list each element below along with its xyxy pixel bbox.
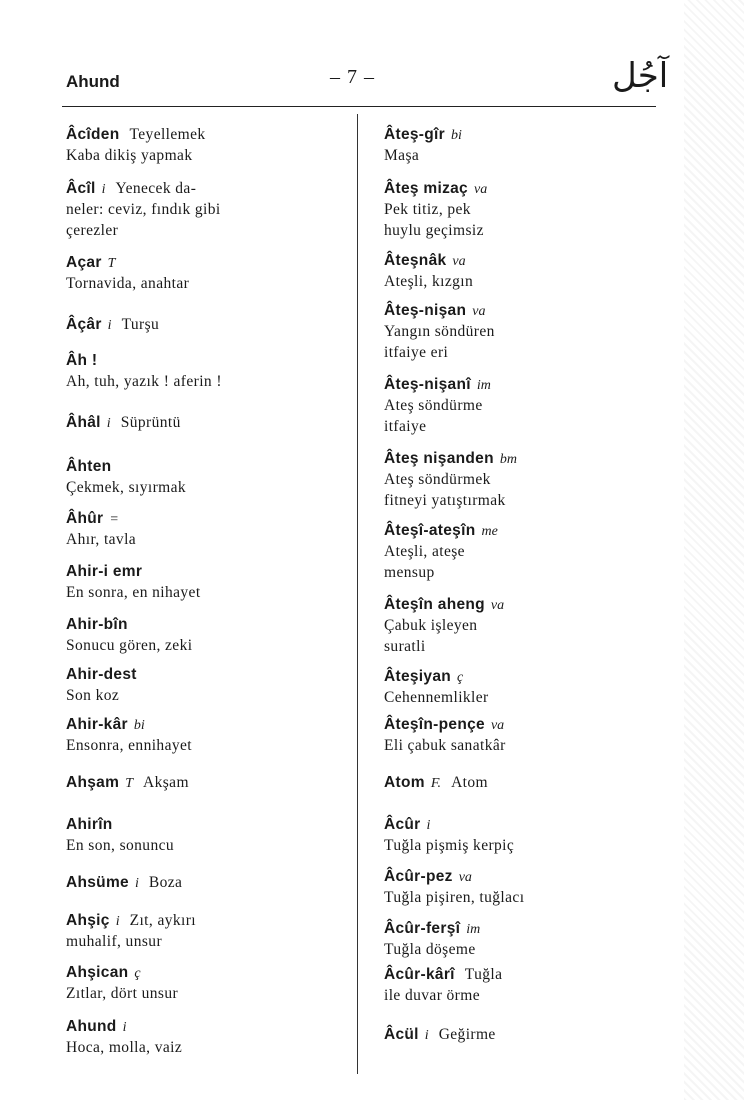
- entry-definition: Pek titiz, pek: [384, 201, 471, 218]
- entry-definition: Maşa: [384, 147, 420, 164]
- entry-headword: Âteş-nişanî: [384, 376, 471, 393]
- entry-definition: Zıt, aykırı: [129, 912, 196, 929]
- dictionary-entry: [384, 918, 480, 960]
- entry-definition: Süprüntü: [120, 414, 181, 431]
- entry-headword: Âcîl: [66, 180, 96, 197]
- entry-grammar-tag: T: [125, 776, 133, 791]
- entry-definition: muhalif, unsur: [66, 933, 163, 950]
- entry-definition: Ahır, tavla: [66, 531, 137, 548]
- entry-grammar-tag: T: [107, 256, 116, 271]
- entry-headword: Ahşican: [66, 964, 129, 981]
- entry-headword: Ahir-dest: [66, 666, 137, 683]
- entry-grammar-tag: bi: [450, 128, 462, 143]
- entry-headword: Âçâr: [66, 316, 102, 333]
- entry-definition: itfaiye: [384, 418, 427, 435]
- dictionary-entry: [384, 300, 495, 363]
- header-rule: [62, 106, 656, 107]
- entry-definition: huylu geçimsiz: [384, 222, 484, 239]
- dictionary-entry: [384, 448, 517, 511]
- entry-definition: Tornavida, anahtar: [66, 275, 190, 292]
- entry-grammar-tag: i: [426, 818, 431, 833]
- entry-headword: Âcül: [384, 1026, 419, 1043]
- entry-grammar-tag: va: [490, 598, 505, 613]
- entry-definition: Kaba dikiş yapmak: [66, 147, 193, 164]
- entry-headword: Atom: [384, 774, 425, 791]
- dictionary-entry: [384, 772, 488, 793]
- entry-grammar-tag: bm: [499, 452, 517, 467]
- entry-definition: Tuğla pişiren, tuğlacı: [384, 889, 525, 906]
- guide-word: Ahund: [66, 72, 120, 91]
- entry-grammar-tag: va: [472, 304, 486, 319]
- dictionary-entry: [66, 962, 178, 1004]
- dictionary-entry: [66, 664, 137, 706]
- dictionary-entry: [66, 714, 192, 756]
- entry-grammar-tag: i: [122, 1020, 127, 1035]
- dictionary-entry: [384, 814, 514, 856]
- column-divider: [357, 114, 358, 1074]
- entry-headword: Âcûr-kârî: [384, 966, 455, 983]
- entry-definition: neler: ceviz, fındık gibi: [66, 201, 221, 218]
- entry-headword: Âteş mizaç: [384, 180, 468, 197]
- entry-headword: Ahşiç: [66, 912, 110, 929]
- entry-headword: Ahir-kâr: [66, 716, 128, 733]
- dictionary-entry: [66, 872, 182, 893]
- entry-definition: fitneyi yatıştırmak: [384, 492, 506, 509]
- entry-headword: Âteşî-ateşîn: [384, 522, 476, 539]
- entry-definition: Turşu: [121, 316, 160, 333]
- entry-definition: Eli çabuk sanatkâr: [384, 737, 506, 754]
- entry-headword: Âcûr-pez: [384, 868, 453, 885]
- entry-grammar-tag: i: [115, 914, 120, 929]
- dictionary-entry: [384, 714, 506, 756]
- dictionary-entry: [66, 124, 206, 166]
- dictionary-entry: [66, 252, 189, 294]
- entry-grammar-tag: ç: [134, 966, 141, 981]
- entry-definition: Hoca, molla, vaiz: [66, 1039, 183, 1056]
- entry-headword: Âteşîn aheng: [384, 596, 485, 613]
- entry-definition: Ateşli, kızgın: [384, 273, 474, 290]
- entry-grammar-tag: F.: [430, 776, 442, 791]
- dictionary-entry: [66, 1016, 182, 1058]
- page-number: – 7 –: [330, 66, 375, 88]
- entry-headword: Âhten: [66, 458, 112, 475]
- entry-definition: itfaiye eri: [384, 344, 449, 361]
- entry-definition: mensup: [384, 564, 435, 581]
- entry-headword: Âteş nişanden: [384, 450, 494, 467]
- entry-definition: Tuğla pişmiş kerpiç: [384, 837, 515, 854]
- entry-headword: Ahsüme: [66, 874, 129, 891]
- entry-grammar-tag: va: [473, 182, 488, 197]
- dictionary-entry: [384, 1024, 496, 1045]
- dictionary-entry: [66, 314, 159, 335]
- entry-definition: suratli: [384, 638, 426, 655]
- dictionary-entry: [66, 814, 174, 856]
- header-arabic-word: آجُل: [612, 56, 669, 96]
- entry-headword: Âcîden: [66, 126, 120, 143]
- entry-grammar-tag: =: [109, 512, 119, 527]
- entry-definition: Ateşli, ateşe: [384, 543, 465, 560]
- entry-grammar-tag: i: [101, 182, 106, 197]
- dictionary-entry: [384, 964, 502, 1006]
- dictionary-entry: [384, 520, 498, 583]
- entry-definition: Boza: [148, 874, 183, 891]
- entry-definition: Ateş söndürmek: [384, 471, 491, 488]
- entry-grammar-tag: im: [466, 922, 481, 937]
- entry-headword: Ahir-i emr: [66, 563, 143, 580]
- entry-grammar-tag: i: [106, 416, 111, 431]
- dictionary-entry: [66, 456, 186, 498]
- entry-grammar-tag: ç: [457, 670, 464, 685]
- entry-headword: Âhâl: [66, 414, 101, 431]
- dictionary-entry: [66, 178, 221, 241]
- entry-grammar-tag: im: [476, 378, 491, 393]
- entry-definition: Son koz: [66, 687, 120, 704]
- entry-definition: Teyellemek: [129, 126, 206, 143]
- entry-definition: Sonucu gören, zeki: [66, 637, 193, 654]
- dictionary-entry: [384, 178, 487, 241]
- entry-grammar-tag: me: [481, 524, 498, 539]
- dictionary-entry: [384, 250, 473, 292]
- entry-grammar-tag: i: [134, 876, 139, 891]
- entry-definition: Tuğla: [464, 966, 503, 983]
- entry-headword: Ahşam: [66, 774, 120, 791]
- entry-definition: Geğirme: [438, 1026, 496, 1043]
- entry-headword: Âteş-nişan: [384, 302, 467, 319]
- entry-grammar-tag: va: [452, 254, 466, 269]
- entry-headword: Âcûr-ferşî: [384, 920, 461, 937]
- entry-headword: Âteşîn-pençe: [384, 716, 485, 733]
- entry-definition: Atom: [451, 774, 488, 791]
- dictionary-entry: [66, 412, 181, 433]
- entry-headword: Âteşiyan: [384, 668, 452, 685]
- entry-grammar-tag: i: [424, 1028, 429, 1043]
- entry-definition: En sonra, en nihayet: [66, 584, 201, 601]
- entry-headword: Ahir-bîn: [66, 616, 128, 633]
- entry-definition: Akşam: [142, 774, 189, 791]
- entry-grammar-tag: i: [107, 318, 112, 333]
- dictionary-entry: [66, 508, 136, 550]
- dictionary-entry: [384, 124, 462, 166]
- page-edge-texture: [684, 0, 744, 1100]
- entry-grammar-tag: va: [458, 870, 472, 885]
- entry-definition: Zıtlar, dört unsur: [66, 985, 179, 1002]
- entry-definition: Tuğla döşeme: [384, 941, 476, 958]
- entry-headword: Ahund: [66, 1018, 117, 1035]
- entry-headword: Âh !: [66, 352, 98, 369]
- entry-headword: Âcûr: [384, 816, 421, 833]
- dictionary-entry: [66, 772, 189, 793]
- dictionary-entry: [384, 374, 491, 437]
- entry-definition: Yenecek da-: [115, 180, 197, 197]
- entry-grammar-tag: va: [490, 718, 505, 733]
- dictionary-entry: [384, 666, 489, 708]
- entry-headword: Âteş-gîr: [384, 126, 445, 143]
- entry-headword: Ahirîn: [66, 816, 113, 833]
- entry-definition: Ensonra, ennihayet: [66, 737, 192, 754]
- dictionary-entry: [66, 910, 196, 952]
- entry-definition: Cehennemlikler: [384, 689, 489, 706]
- entry-definition: Ateş söndürme: [384, 397, 483, 414]
- entry-definition: çerezler: [66, 222, 119, 239]
- entry-grammar-tag: bi: [133, 718, 145, 733]
- entry-definition: Ah, tuh, yazık ! aferin !: [66, 373, 222, 390]
- entry-definition: Yangın söndüren: [384, 323, 495, 340]
- dictionary-entry: [384, 866, 524, 908]
- entry-headword: Âhûr: [66, 510, 104, 527]
- dictionary-entry: [66, 561, 201, 603]
- entry-definition: ile duvar örme: [384, 987, 480, 1004]
- dictionary-entry: [66, 614, 192, 656]
- dictionary-entry: [66, 350, 222, 392]
- entry-headword: Açar: [66, 254, 102, 271]
- entry-definition: En son, sonuncu: [66, 837, 175, 854]
- entry-headword: Âteşnâk: [384, 252, 447, 269]
- entry-definition: Çabuk işleyen: [384, 617, 478, 634]
- entry-definition: Çekmek, sıyırmak: [66, 479, 187, 496]
- dictionary-entry: [384, 594, 504, 657]
